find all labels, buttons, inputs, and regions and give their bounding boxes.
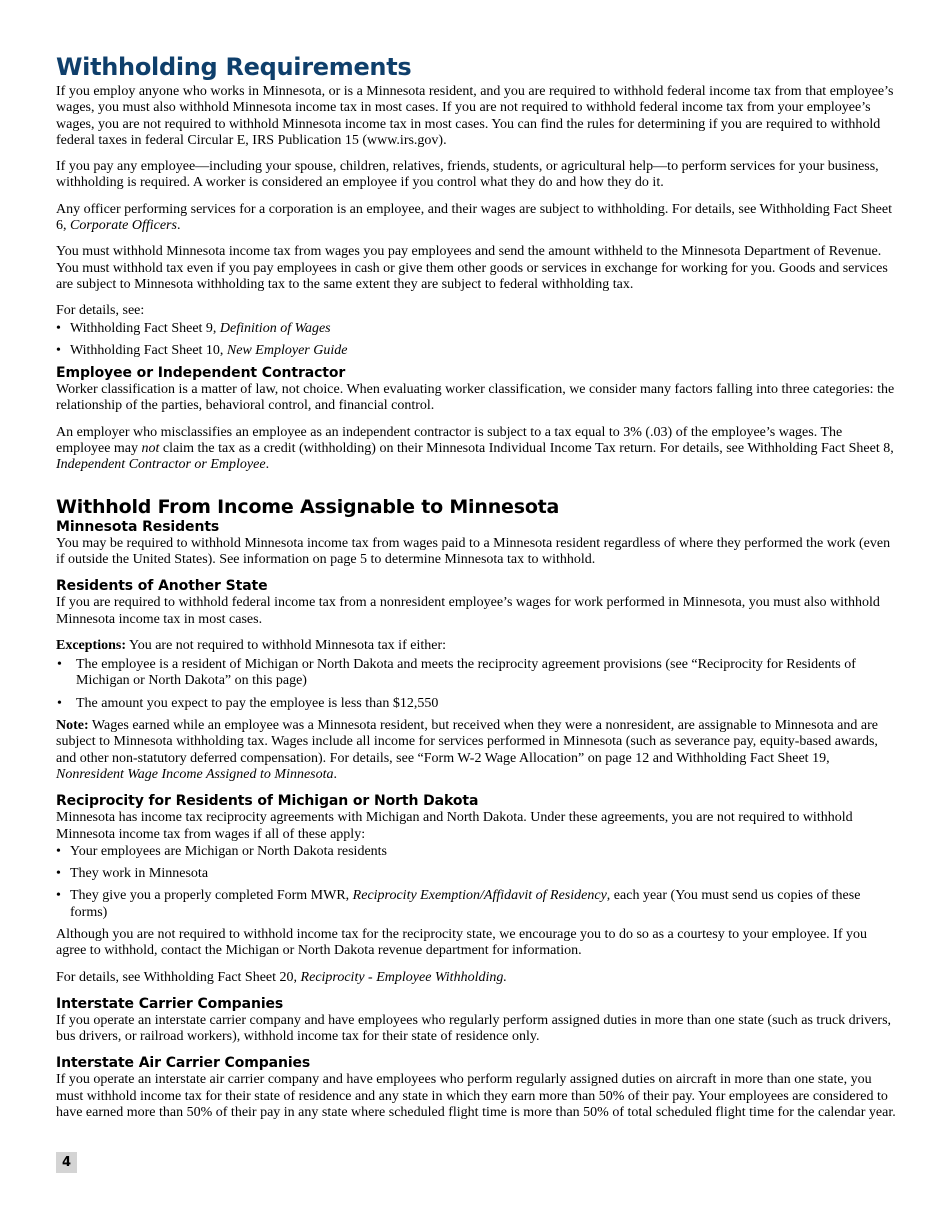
- reciprocity-paragraph-1: Minnesota has income tax reciprocity agreements with Michigan and North Dakota. Under these agreements, you are not required to withhold Minnesota income tax from wages if all of these apply:: [56, 810, 853, 842]
- details-list: [56, 321, 898, 360]
- list-item: • The employee is a resident of Michigan or North Dakota and meets the reciprocity agreement provisions (see “Reciprocity for Residents of Michigan or North Dakota” on this page): [56, 657, 898, 690]
- subsection-heading-other-state: Residents of Another State: [56, 578, 268, 595]
- reciprocity-paragraph-2: Although you are not required to withhold income tax for the reciprocity state, we encourage you to do so as a courtesy to your employee. If you agree to withhold, contact the Michigan or North Dakota revenue department for information.: [56, 926, 867, 959]
- other-state-paragraph: If you are required to withhold federal income tax from a nonresident employee’s wages for work performed in Minnesota, you must also withhold Minnesota income tax in most cases.: [56, 595, 880, 627]
- note-paragraph: Note: Wages earned while an employee was a Minnesota resident, but received when they were a nonresident, are assignable to Minnesota and are subject to Minnesota withholding tax. Wages include all income for services performed in Minnesota (such as severance pay, equity-based awards, and other non-statutory deferred compensation). For details, see “Form W-2 Wage Allocation” on page 12 and Withholding Fact Sheet 19, Nonresident Wage Income Assigned to Minnesota.: [56, 718, 878, 782]
- subsection-heading-carrier: Interstate Carrier Companies: [56, 995, 284, 1012]
- list-item: • Your employees are Michigan or North Dakota residents: [56, 844, 898, 860]
- page-number: 4: [56, 1152, 77, 1173]
- reciprocity-paragraph-3: For details, see Withholding Fact Sheet 20, Reciprocity - Employee Withholding.: [56, 969, 507, 985]
- section-heading-contractor: Employee or Independent Contractor: [56, 365, 346, 382]
- page-title: Withholding Requirements: [56, 53, 412, 81]
- list-item: • They give you a properly completed Form MWR, Reciprocity Exemption/Affidavit of Residency, each year (You must send us copies of these forms): [56, 888, 898, 921]
- fact-sheet-title: Corporate Officers: [70, 218, 177, 234]
- air-carrier-paragraph: If you operate an interstate air carrier company and have employees who perform regularly assigned duties on aircraft in more than one state, you must withhold income tax for their state of residence and any state in which they earn more than 50% of their pay. Your employees are considered to have earned more than 50% of their pay in any state where scheduled flight time is more than 50% of total scheduled flight time for the calendar year.: [56, 1072, 896, 1121]
- intro-paragraph-3: Any officer performing services for a corporation is an employee, and their wages are subject to withholding. For details, see Withholding Fact Sheet 6, Corporate Officers.: [56, 201, 892, 234]
- exceptions-paragraph: Exceptions: You are not required to withhold Minnesota tax if either:: [56, 637, 446, 653]
- intro-paragraph-4: You must withhold Minnesota income tax from wages you pay employees and send the amount withheld to the Minnesota Department of Revenue. You must withhold tax even if you pay employees in cash or give them other goods or services in exchange for working for you. Goods and services are subject to Minnesota withholding tax to the same extent they are subject to federal withholding tax.: [56, 244, 888, 292]
- subsection-heading-mn-residents: Minnesota Residents: [56, 518, 220, 535]
- document-page: [56, 52, 898, 1121]
- contractor-paragraph-1: Worker classification is a matter of law, not choice. When evaluating worker classification, we consider many factors falling into three categories: the relationship of the parties, behavioral control, and financial control.: [56, 382, 895, 414]
- list-item: • The amount you expect to pay the employee is less than $12,550: [56, 696, 898, 712]
- reciprocity-list: [56, 844, 898, 921]
- subsection-heading-reciprocity: Reciprocity for Residents of Michigan or North Dakota: [56, 793, 479, 810]
- intro-paragraph-2: If you pay any employee—including your spouse, children, relatives, friends, students, or agricultural help—to perform services for your business, withholding is required. A worker is considered an employee if you control what they do and how they do it.: [56, 159, 879, 191]
- details-label: For details, see:: [56, 303, 145, 319]
- intro-paragraph-1: If you employ anyone who works in Minnesota, or is a Minnesota resident, and you are required to withhold federal income tax from that employee’s wages, you must also withhold Minnesota income tax in most cases. If you are not required to withhold federal income tax from your employee’s wages, you are not required to withhold Minnesota income tax in most cases. You can find the rules for determining if you are required to withhold federal taxes in federal Circular E, IRS Publication 15 (www.irs.gov).: [56, 84, 894, 148]
- list-item: • Withholding Fact Sheet 9, Definition of Wages: [56, 321, 898, 337]
- carrier-paragraph: If you operate an interstate carrier company and have employees who regularly perform assigned duties in more than one state (such as truck drivers, bus drivers, or railroad workers), withhold income tax for their state of residence only.: [56, 1012, 892, 1045]
- mn-residents-paragraph: You may be required to withhold Minnesota income tax from wages paid to a Minnesota resident regardless of where they performed the work (even if outside the United States). See information on page 5 to determine Minnesota tax to withhold.: [56, 535, 891, 567]
- subsection-heading-air-carrier: Interstate Air Carrier Companies: [56, 1055, 311, 1072]
- list-item: • Withholding Fact Sheet 10, New Employer Guide: [56, 343, 898, 359]
- contractor-paragraph-2: An employer who misclassifies an employee as an independent contractor is subject to a tax equal to 3% (.03) of the employee’s wages. The employee may not claim the tax as a credit (withholding) on their Minnesota Individual Income Tax return. For details, see Withholding Fact Sheet 8, Independent Contractor or Employee.: [56, 424, 894, 473]
- list-item: • They work in Minnesota: [56, 866, 898, 882]
- section-heading-assignable: Withhold From Income Assignable to Minnesota: [56, 495, 560, 518]
- exceptions-list: [56, 657, 898, 712]
